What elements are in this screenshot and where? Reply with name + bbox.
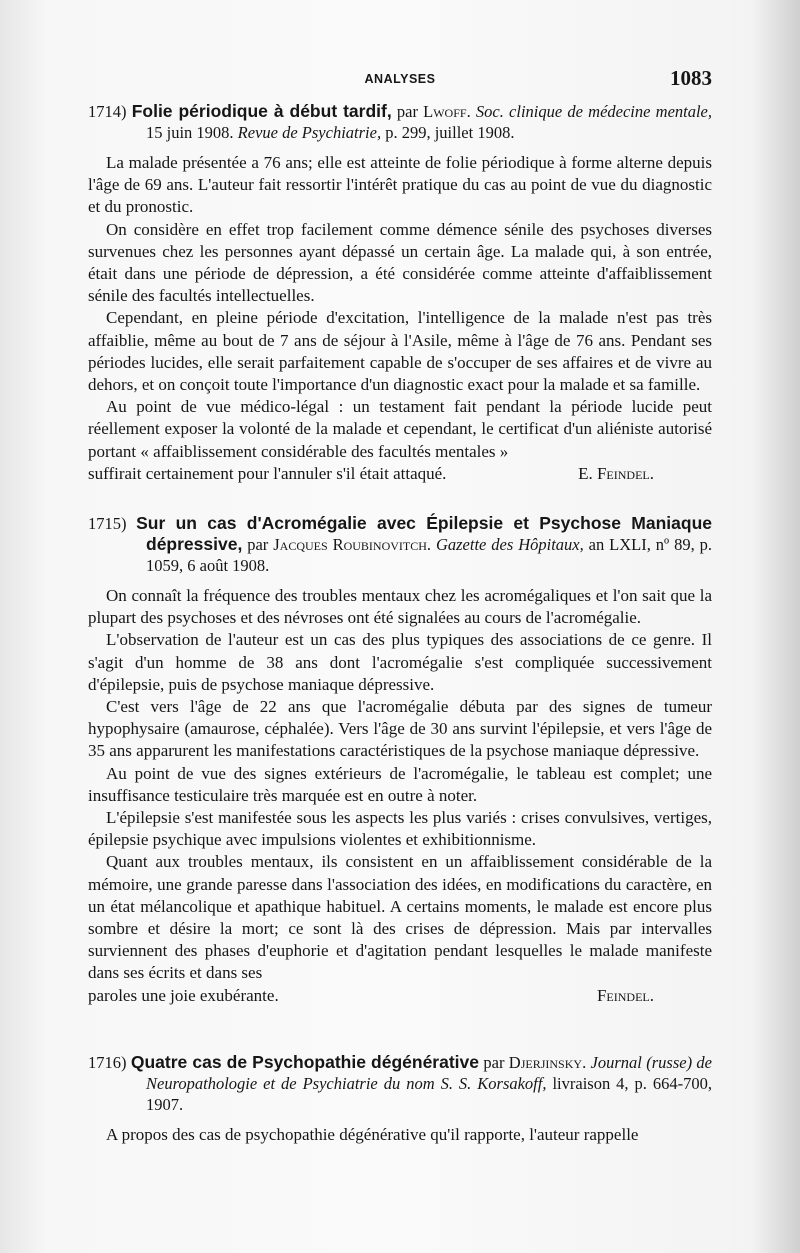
closing-line xyxy=(88,463,712,485)
paragraph: La malade présentée a 76 ans; elle est atteinte de folie périodique à forme alterne depuis l'âge de 69 ans. L'auteur fait ressortir l'intérêt pratique du cas au point de vue du diagnostic et du pronostic. xyxy=(88,153,712,217)
page-header xyxy=(88,68,712,92)
entry-ref-b: an LXLI, nº 89, p. 1059, 6 août 1908. xyxy=(146,535,712,575)
paragraph: On considère en effet trop facilement comme démence sénile des psychoses diverses survenues chez les personnes ayant dépassé un certain âge. La malade qui, à son entrée, était dans une période de dépression, a été considérée comme atteinte d'affaiblissement sénile des facultés intellectuelles. xyxy=(88,219,712,306)
signature: E. Feindel. xyxy=(578,463,654,483)
entry-number: 1716) xyxy=(88,1053,127,1072)
page-number: 1083 xyxy=(670,66,712,90)
entry-number: 1714) xyxy=(88,102,127,121)
paragraph: On connaît la fréquence des troubles mentaux chez les acromégaliques et l'on sait que la plupart des psychoses et des névroses ont été signalées au cours de l'acromégalie. xyxy=(88,586,712,628)
entry-title: Quatre cas de Psychopathie dégénérative xyxy=(130,1052,480,1072)
entry-heading xyxy=(88,101,712,143)
entry-ref-a: . xyxy=(426,535,436,554)
paragraph: A propos des cas de psychopathie dégénérative qu'il rapporte, l'auteur rappelle xyxy=(106,1125,639,1144)
closing-text: suffirait certainement pour l'annuler s'il était attaqué. xyxy=(88,463,447,483)
entry-by: par xyxy=(242,535,274,554)
entry-source-journal: Gazette des Hôpitaux, xyxy=(435,535,584,554)
signature: Feindel. xyxy=(596,985,654,1005)
entry-by: par xyxy=(391,102,424,121)
paragraph: Au point de vue médico-légal : un testament fait pendant la période lucide peut réellement exposer la volonté de la malade et cependant, le certificat d'un aliéniste autorisé portant « affaiblissement considérable des facultés mentales » xyxy=(88,397,712,461)
entry-ref-a: . xyxy=(582,1053,591,1072)
entry-heading xyxy=(88,513,712,576)
entry-ref-b: 15 juin 1908. xyxy=(146,123,238,142)
entry-ref-a: . xyxy=(466,102,476,121)
paragraph: C'est vers l'âge de 22 ans que l'acromégalie débuta par des signes de tumeur hypophysaire (amaurose, céphalée). Vers l'âge de 30 ans survint l'épilepsie, et vers l'âge de 35 ans apparurent les manifestations caractéristiques de la psychose maniaque dépressive. xyxy=(88,697,712,761)
paragraph: Quant aux troubles mentaux, ils consistent en un affaiblissement considérable de la mémoire, une grande paresse dans l'association des idées, en modifications du caractère, en un état mélancolique et apathique habituel. A certains moments, le malade est encore plus sombre et désire la mort; ce sont là des crises de dépression. Mais par intervalles surviennent des phases d'euphorie et d'agitation pendant lesquelles le malade manifeste dans ses écrits et dans ses xyxy=(88,852,712,983)
entry-number: 1715) xyxy=(88,514,127,533)
entry-title: Folie périodique à début tardif, xyxy=(131,101,392,121)
entry-author: Djerjinsky xyxy=(508,1053,583,1072)
running-head: ANALYSES xyxy=(364,72,436,86)
paragraph: L'épilepsie s'est manifestée sous les aspects les plus variés : crises convulsives, vertiges, épilepsie psychique avec impulsions violentes et exhibitionnisme. xyxy=(88,808,712,850)
entry-title: Sur un cas d'Acromégalie avec Épilepsie et Psychose Maniaque dépressive, xyxy=(136,513,712,554)
entry-source-journal: Journal (russe) de Neuropathologie et de Psychiatrie du nom S. S. Korsakoff, xyxy=(146,1053,712,1093)
abstract-entry-1716 xyxy=(88,1052,712,1146)
closing-text: paroles une joie exubérante. xyxy=(88,985,279,1005)
entry-author: Jacques Roubinovitch xyxy=(273,535,427,554)
entry-source-society: Soc. clinique de médecine mentale, xyxy=(475,102,713,121)
entry-ref-c: p. 299, juillet 1908. xyxy=(381,123,515,142)
paragraph: Au point de vue des signes extérieurs de l'acromégalie, le tableau est complet; une insuffisance testiculaire très marquée est en outre à noter. xyxy=(88,763,712,805)
entry-author: Lwoff xyxy=(423,102,467,121)
abstract-entry-1714 xyxy=(88,101,712,485)
abstract-entry-1715 xyxy=(88,513,712,1007)
entry-by: par xyxy=(479,1053,509,1072)
paragraph: L'observation de l'auteur est un cas des plus typiques des associations de ce genre. Il s'agit d'un homme de 38 ans dont l'acromégalie s'est compliquée successivement d'épilepsie, puis de psychose maniaque dépressive. xyxy=(88,630,712,694)
entry-heading xyxy=(88,1052,712,1115)
entry-ref-b: livraison 4, p. 664-700, 1907. xyxy=(146,1074,712,1114)
closing-line xyxy=(88,985,712,1007)
entry-source-journal: Revue de Psychiatrie, xyxy=(237,123,382,142)
paragraph: Cependant, en pleine période d'excitation, l'intelligence de la malade n'est pas très affaiblie, même au bout de 7 ans de séjour à l'Asile, même à l'âge de 76 ans. Pendant ses périodes lucides, elle serait parfaitement capable de s'occuper de ses affaires et de vivre au dehors, et on conçoit toute l'importance d'un diagnostic exact pour la malade et sa famille. xyxy=(88,308,712,395)
